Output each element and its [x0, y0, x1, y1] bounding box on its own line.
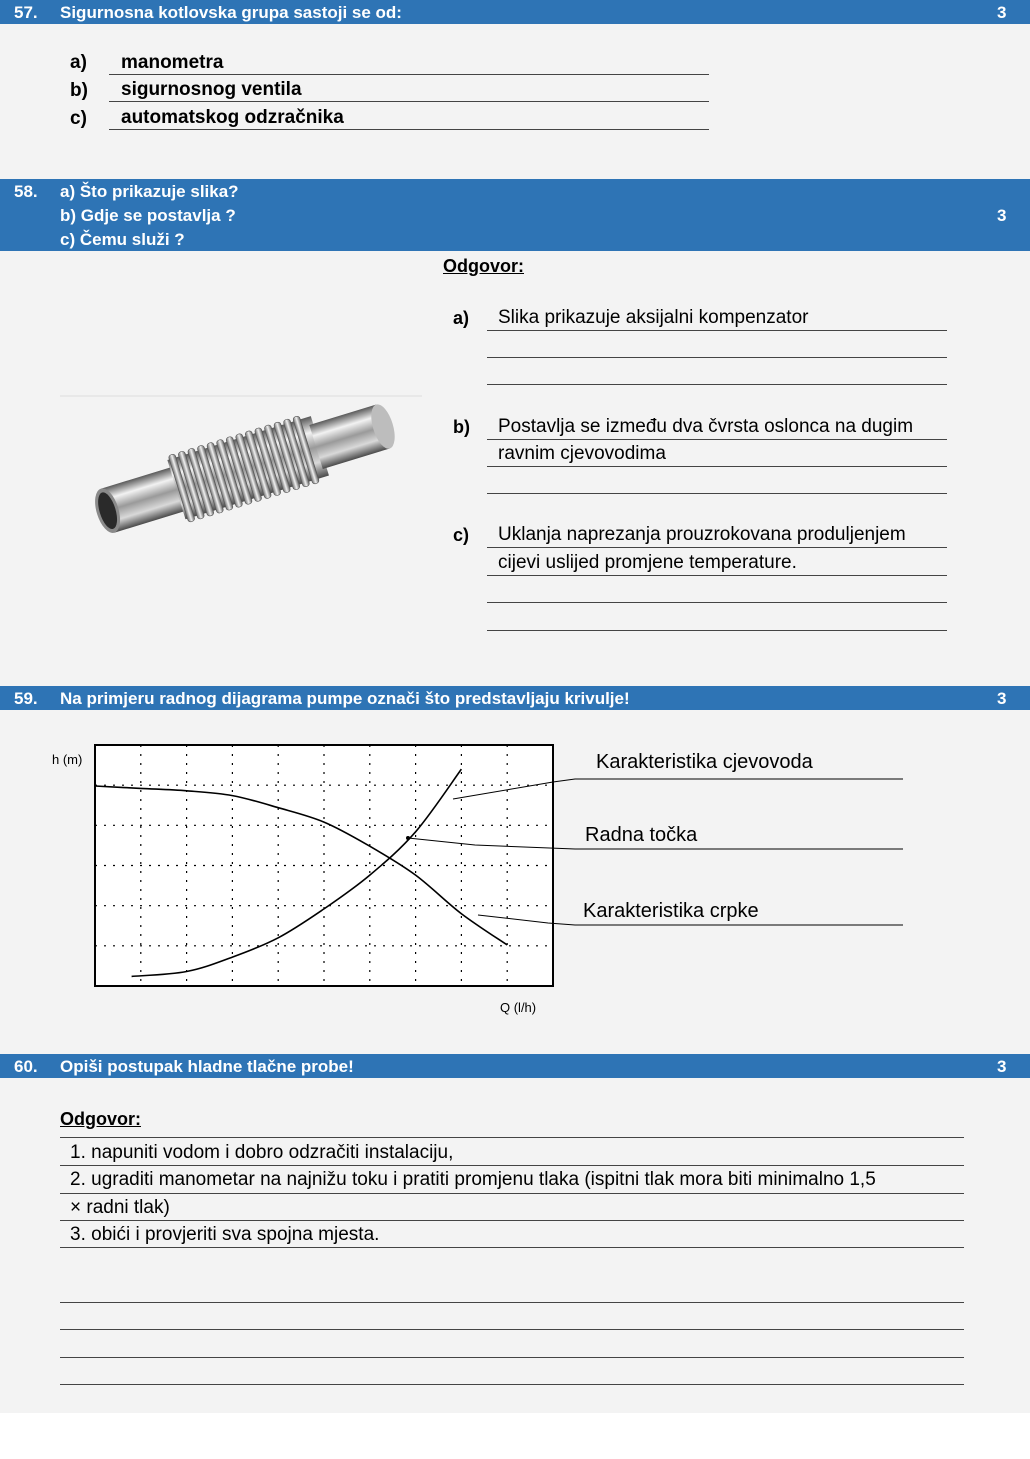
- question-text: Opiši postupak hladne tlačne probe!: [60, 1057, 354, 1076]
- question-59-header: [0, 686, 1030, 710]
- pump-diagram: [0, 735, 1030, 1025]
- answer-b: sigurnosnog ventila: [121, 79, 302, 100]
- answer-line: [487, 547, 947, 548]
- axial-compensator-image: [60, 395, 422, 535]
- question-points: 3: [997, 689, 1007, 708]
- question-text: Sigurnosna kotlovska grupa sastoji se od:: [60, 3, 402, 22]
- answer-c: automatskog odzračnika: [121, 107, 344, 128]
- label-operating-point: Radna točka: [585, 824, 698, 846]
- question-number: 57.: [14, 3, 38, 22]
- question-text: Na primjeru radnog dijagrama pumpe označi što predstavljaju krivulje!: [60, 689, 630, 708]
- answer-letter-b: b): [453, 417, 470, 437]
- answer-line: [60, 1220, 964, 1221]
- question-points: 3: [997, 1057, 1007, 1076]
- answer-letter-b: b): [70, 80, 88, 101]
- answer-letter-c: c): [453, 525, 470, 545]
- answer-heading: Odgovor:: [60, 1109, 141, 1129]
- answer-line: [487, 575, 947, 576]
- answer-line: [487, 630, 947, 631]
- question-line-b: b) Gdje se postavlja ?: [60, 206, 236, 225]
- question-line-c: c) Čemu služi ?: [60, 230, 185, 249]
- answer-line: [60, 1329, 964, 1330]
- answer-line: [60, 1357, 964, 1358]
- question-points: 3: [997, 206, 1007, 225]
- answer-heading: Odgovor:: [443, 256, 524, 276]
- question-number: 59.: [14, 689, 38, 708]
- answer-line: [60, 1193, 964, 1194]
- answer-c-line-1: Uklanja naprezanja prouzrokovana produljenjem: [498, 524, 906, 545]
- label-pipeline-characteristic: Karakteristika cjevovoda: [596, 751, 813, 773]
- answer-line: [60, 1384, 964, 1385]
- answer-line-3: × radni tlak): [70, 1197, 170, 1218]
- page-bottom-margin: [0, 1413, 1030, 1459]
- answer-line: [487, 357, 947, 358]
- question-57-header: [0, 0, 1030, 24]
- answer-line: [60, 1137, 964, 1138]
- answer-line: [109, 129, 709, 130]
- answer-line: [109, 101, 709, 102]
- x-axis-label: Q (l/h): [500, 1000, 537, 1015]
- answer-line: [487, 466, 947, 467]
- answer-a-line-1: Slika prikazuje aksijalni kompenzator: [498, 307, 809, 328]
- answer-c-line-2: cijevi uslijed promjene temperature.: [498, 552, 797, 573]
- answer-line: [60, 1165, 964, 1166]
- answer-line: [487, 493, 947, 494]
- label-pump-characteristic: Karakteristika crpke: [583, 900, 759, 922]
- answer-letter-a: a): [453, 308, 470, 328]
- pump-chart: [0, 735, 1030, 1025]
- answer-a: manometra: [121, 52, 224, 73]
- question-line-a: a) Što prikazuje slika?: [60, 182, 239, 201]
- answer-line: [109, 74, 709, 75]
- question-58-header: [0, 179, 1030, 251]
- answer-line: [60, 1247, 964, 1248]
- question-number: 60.: [14, 1057, 38, 1076]
- answer-line: [487, 330, 947, 331]
- answer-line-1: 1. napuniti vodom i dobro odzračiti instalaciju,: [70, 1142, 454, 1163]
- question-points: 3: [997, 3, 1007, 22]
- answer-line: [487, 384, 947, 385]
- question-number: 58.: [14, 182, 38, 201]
- answer-letter-c: c): [70, 108, 87, 129]
- answer-b-line-1: Postavlja se između dva čvrsta oslonca na dugim: [498, 416, 914, 437]
- question-60-header: [0, 1054, 1030, 1078]
- answer-letter-a: a): [70, 52, 87, 73]
- answer-line: [60, 1302, 964, 1303]
- answer-line-4: 3. obići i provjeriti sva spojna mjesta.: [70, 1224, 380, 1245]
- answer-line-2: 2. ugraditi manometar na najnižu toku i pratiti promjenu tlaka (ispitni tlak mora biti minimalno 1,5: [70, 1169, 876, 1190]
- operating-point-marker: [406, 836, 410, 840]
- answer-b-line-2: ravnim cjevovodima: [498, 443, 666, 464]
- y-axis-label: h (m): [52, 752, 83, 767]
- answer-line: [487, 602, 947, 603]
- answer-line: [487, 439, 947, 440]
